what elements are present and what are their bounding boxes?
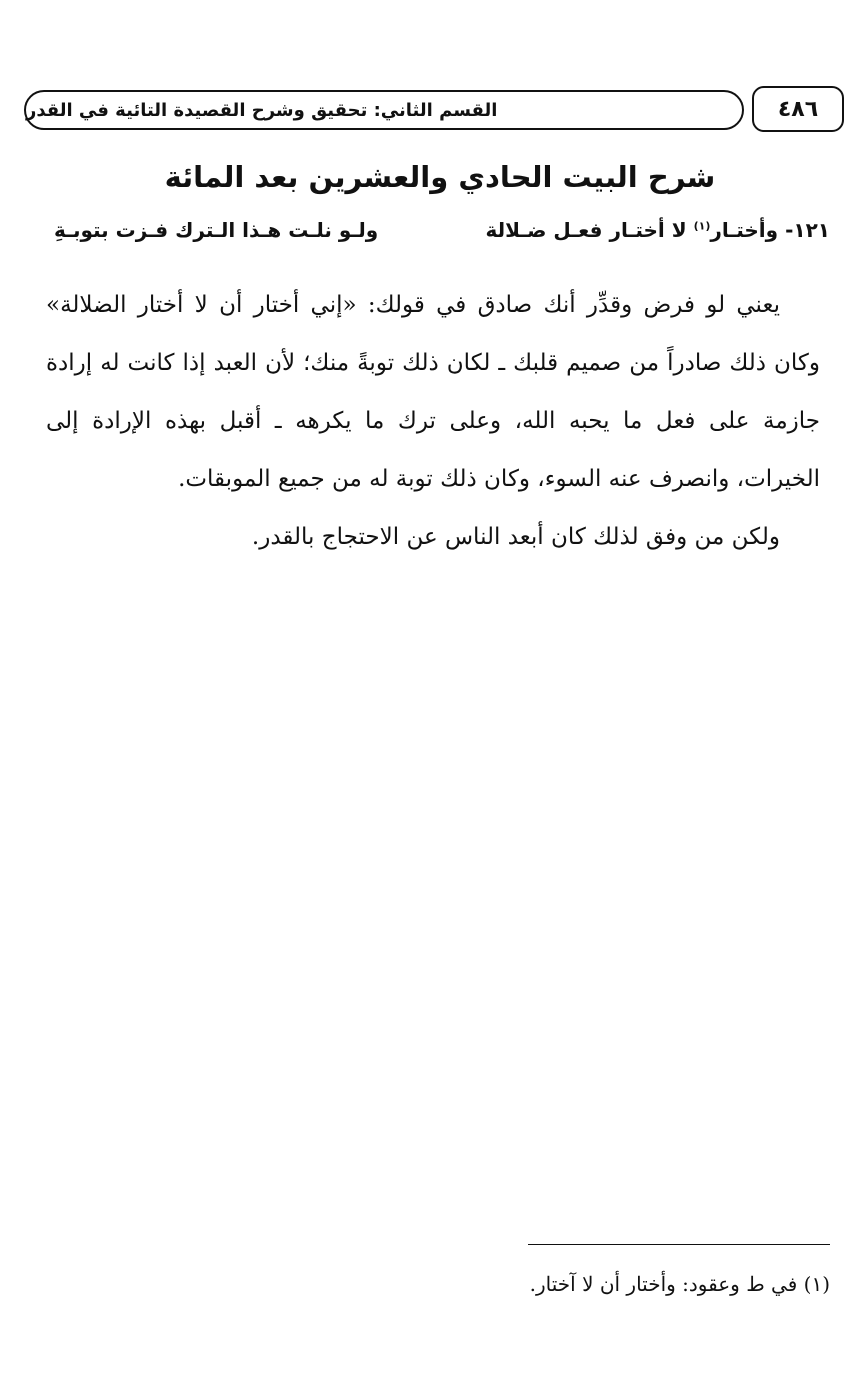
verse-line (40, 218, 830, 254)
footnote: (١) في ط وعقود: وأختار أن لا آختار. (529, 1272, 830, 1296)
verse-second-hemistich: ولـو نلـت هـذا الـترك فـزت بتوبـةِ (54, 218, 379, 242)
paragraph-1: يعني لو فرض وقدِّر أنك صادق في قولك: «إني أختار أن لا أختار الضلالة» وكان ذلك صادراً من صميم قلبك ـ لكان ذلك توبةً منك؛ لأن العبد إذا كانت له إرادة جازمة على فعل ما يحبه الله، وعلى ترك ما يكرهه ـ أقبل بهذه الإرادة إلى الخيرات، وانصرف عنه السوء، وكان ذلك توبة له من جميع الموبقات. (46, 292, 820, 492)
running-header-title: القسم الثاني: تحقيق وشرح القصيدة التائية في القدر (24, 90, 744, 130)
footnote-divider (528, 1244, 830, 1245)
verse-first-word: وأختـار (710, 218, 779, 242)
footnote-reference[interactable]: (١) (693, 219, 711, 233)
verse-first-hemistich (485, 218, 830, 242)
body-text (46, 276, 820, 566)
page-header (24, 86, 820, 138)
page-number: ٤٨٦ (752, 86, 844, 132)
verse-first-rest: لا أختـار فعـل ضـلالة (485, 218, 687, 242)
verse-number: ١٢١- (785, 218, 830, 242)
section-heading: شرح البيت الحادي والعشرين بعد المائة (164, 160, 716, 194)
paragraph-2: ولكن من وفق لذلك كان أبعد الناس عن الاحتجاج بالقدر. (251, 524, 780, 550)
